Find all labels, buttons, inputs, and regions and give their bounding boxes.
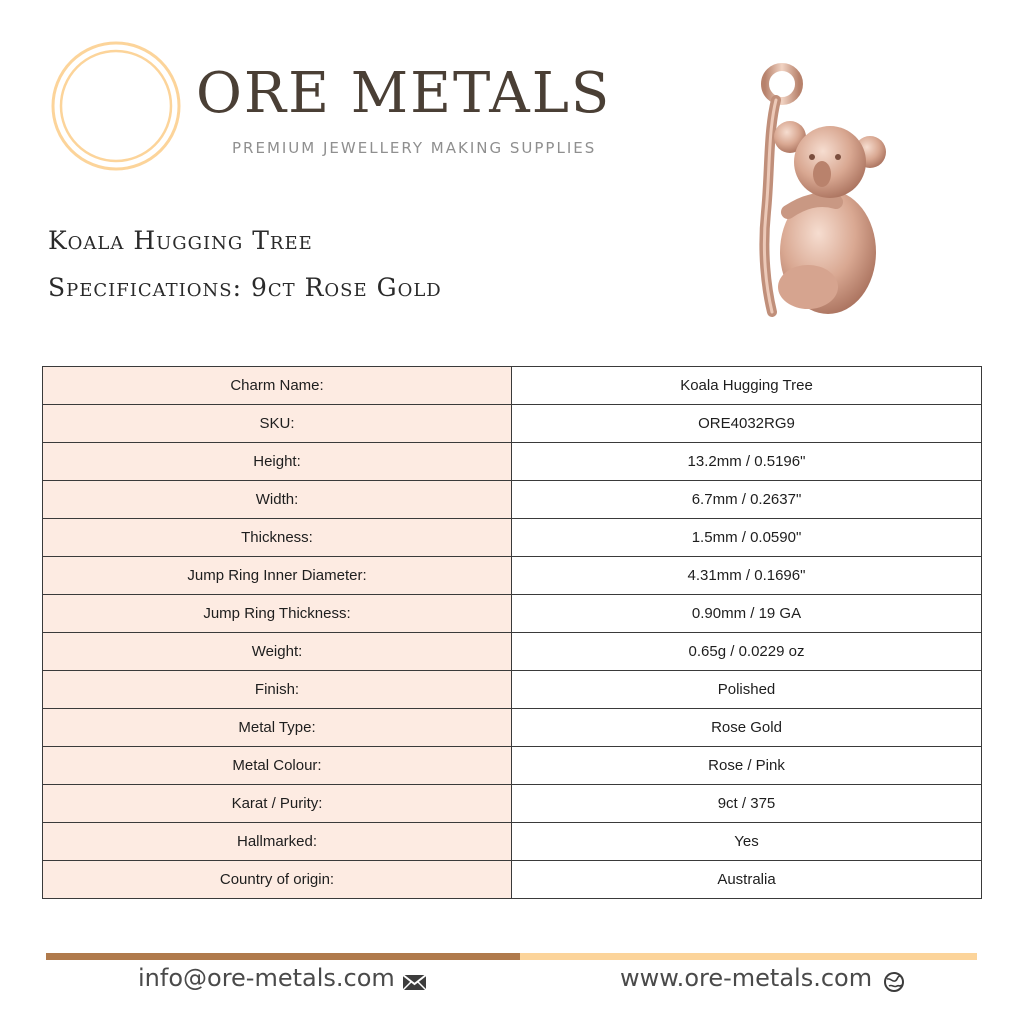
spec-value: 4.31mm / 0.1696" xyxy=(512,557,982,595)
spec-value: Koala Hugging Tree xyxy=(512,367,982,405)
spec-label: Metal Type: xyxy=(43,709,512,747)
spec-label: SKU: xyxy=(43,405,512,443)
spec-row xyxy=(43,443,982,481)
spec-table-body xyxy=(43,367,982,899)
spec-row xyxy=(43,405,982,443)
spec-label: Hallmarked: xyxy=(43,823,512,861)
spec-value: 13.2mm / 0.5196" xyxy=(512,443,982,481)
footer-bar-light xyxy=(520,953,977,960)
footer-email[interactable]: info@ore-metals.com xyxy=(138,964,395,992)
koala-charm-image xyxy=(748,62,888,324)
envelope-icon xyxy=(402,974,427,991)
spec-value: 9ct / 375 xyxy=(512,785,982,823)
spec-value: 6.7mm / 0.2637" xyxy=(512,481,982,519)
spec-table xyxy=(42,366,982,899)
spec-row xyxy=(43,633,982,671)
spec-row xyxy=(43,519,982,557)
brand-name: ORE METALS xyxy=(196,61,612,126)
globe-icon xyxy=(883,971,905,993)
spec-value: Rose / Pink xyxy=(512,747,982,785)
spec-label: Weight: xyxy=(43,633,512,671)
spec-value: Australia xyxy=(512,861,982,899)
spec-value: 0.90mm / 19 GA xyxy=(512,595,982,633)
footer-bar-dark xyxy=(46,953,520,960)
spec-label: Width: xyxy=(43,481,512,519)
spec-value: Yes xyxy=(512,823,982,861)
spec-row xyxy=(43,481,982,519)
spec-row xyxy=(43,861,982,899)
product-title: Koala Hugging Tree xyxy=(48,226,313,255)
spec-value: 1.5mm / 0.0590" xyxy=(512,519,982,557)
spec-row xyxy=(43,367,982,405)
spec-label: Country of origin: xyxy=(43,861,512,899)
spec-value: ORE4032RG9 xyxy=(512,405,982,443)
spec-row xyxy=(43,671,982,709)
spec-label: Finish: xyxy=(43,671,512,709)
spec-value: Rose Gold xyxy=(512,709,982,747)
spec-row xyxy=(43,823,982,861)
spec-value: Polished xyxy=(512,671,982,709)
spec-row xyxy=(43,709,982,747)
spec-label: Thickness: xyxy=(43,519,512,557)
spec-row xyxy=(43,557,982,595)
spec-label: Charm Name: xyxy=(43,367,512,405)
spec-label: Metal Colour: xyxy=(43,747,512,785)
spec-row xyxy=(43,785,982,823)
spec-label: Height: xyxy=(43,443,512,481)
spec-label: Jump Ring Thickness: xyxy=(43,595,512,633)
footer-website[interactable]: www.ore-metals.com xyxy=(620,964,873,992)
brand-logo-ring xyxy=(50,40,182,172)
brand-tagline: PREMIUM JEWELLERY MAKING SUPPLIES xyxy=(232,139,597,157)
spec-row xyxy=(43,595,982,633)
spec-label: Jump Ring Inner Diameter: xyxy=(43,557,512,595)
product-specifications: Specifications: 9ct Rose Gold xyxy=(48,273,442,302)
spec-label: Karat / Purity: xyxy=(43,785,512,823)
spec-value: 0.65g / 0.0229 oz xyxy=(512,633,982,671)
spec-row xyxy=(43,747,982,785)
